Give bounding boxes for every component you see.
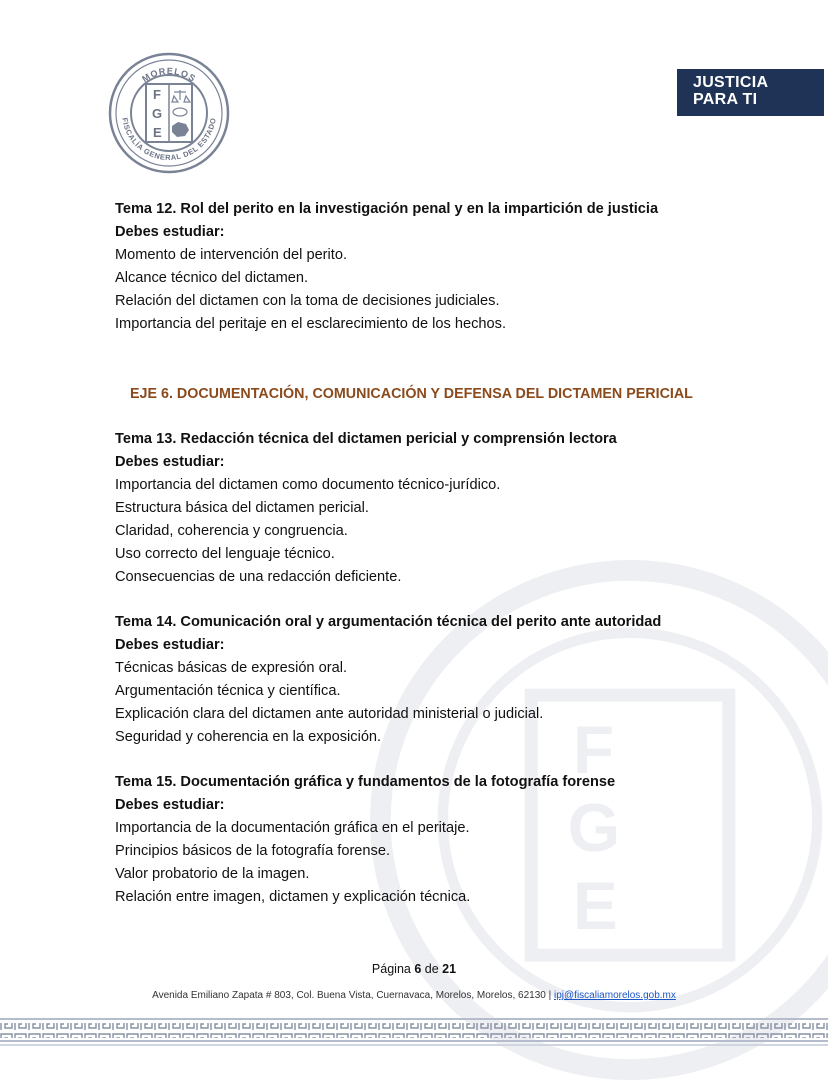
list-item: Consecuencias de una redacción deficiente. bbox=[115, 569, 402, 585]
list-item: Claridad, coherencia y congruencia. bbox=[115, 523, 348, 539]
svg-text:F: F bbox=[572, 713, 615, 789]
decorative-border-band bbox=[0, 1018, 828, 1050]
tema-14-section bbox=[115, 611, 755, 749]
tema-15-section bbox=[115, 771, 755, 909]
tema-title: Tema 12. Rol del perito en la investigación penal y en la impartición de justicia bbox=[115, 201, 659, 217]
list-item: Importancia de la documentación gráfica en el peritaje. bbox=[115, 820, 470, 836]
list-item: Importancia del dictamen como documento técnico-jurídico. bbox=[115, 477, 501, 493]
footer-email-link[interactable]: ipj@fiscaliamorelos.gob.mx bbox=[554, 990, 676, 1001]
footer-address: Avenida Emiliano Zapata # 803, Col. Buena Vista, Cuernavaca, Morelos, Morelos, 62130 | bbox=[152, 990, 552, 1001]
justicia-para-ti-badge bbox=[677, 69, 824, 116]
list-item: Valor probatorio de la imagen. bbox=[115, 866, 310, 882]
eje-heading: EJE 6. DOCUMENTACIÓN, COMUNICACIÓN Y DEFENSA DEL DICTAMEN PERICIAL bbox=[130, 386, 693, 402]
tema-subtitle: Debes estudiar: bbox=[115, 637, 225, 653]
badge-line-2: PARA TI bbox=[693, 91, 758, 108]
tema-12-section bbox=[115, 198, 755, 336]
tema-title: Tema 13. Redacción técnica del dictamen pericial y comprensión lectora bbox=[115, 431, 617, 447]
svg-text:E: E bbox=[572, 869, 618, 945]
badge-line-1: JUSTICIA bbox=[693, 74, 769, 91]
seal-top-text: MORELOS bbox=[140, 65, 198, 85]
list-item: Técnicas básicas de expresión oral. bbox=[115, 660, 347, 676]
tema-title: Tema 15. Documentación gráfica y fundamentos de la fotografía forense bbox=[115, 774, 616, 790]
page-of: de bbox=[424, 962, 439, 976]
list-item: Relación del dictamen con la toma de decisiones judiciales. bbox=[115, 293, 500, 309]
page-current: 6 bbox=[414, 962, 422, 976]
seal-bottom-text: FISCALÍA GENERAL DEL ESTADO bbox=[120, 116, 218, 163]
list-item: Estructura básica del dictamen pericial. bbox=[115, 500, 369, 516]
page-prefix: Página bbox=[371, 962, 411, 976]
tema-subtitle: Debes estudiar: bbox=[115, 224, 225, 240]
seal-initial-g: G bbox=[152, 106, 163, 121]
document-body bbox=[115, 198, 755, 909]
tema-subtitle: Debes estudiar: bbox=[115, 454, 225, 470]
footer-address-line bbox=[0, 990, 828, 1001]
list-item: Seguridad y coherencia en la exposición. bbox=[115, 729, 382, 745]
tema-13-section bbox=[115, 428, 755, 589]
page-total: 21 bbox=[442, 962, 457, 976]
page-number bbox=[0, 962, 828, 976]
tema-title: Tema 14. Comunicación oral y argumentación técnica del perito ante autoridad bbox=[115, 614, 662, 630]
list-item: Principios básicos de la fotografía forense. bbox=[115, 843, 391, 859]
svg-text:G: G bbox=[567, 791, 621, 867]
list-item: Relación entre imagen, dictamen y explicación técnica. bbox=[115, 889, 471, 905]
seal-initial-e: E bbox=[153, 125, 162, 140]
list-item: Momento de intervención del perito. bbox=[115, 247, 348, 263]
tema-subtitle: Debes estudiar: bbox=[115, 797, 225, 813]
list-item: Explicación clara del dictamen ante autoridad ministerial o judicial. bbox=[115, 706, 544, 722]
seal-initial-f: F bbox=[153, 87, 161, 102]
list-item: Uso correcto del lenguaje técnico. bbox=[115, 546, 335, 562]
fge-seal-logo bbox=[108, 52, 230, 174]
list-item: Importancia del peritaje en el esclarecimiento de los hechos. bbox=[115, 316, 507, 332]
list-item: Alcance técnico del dictamen. bbox=[115, 270, 309, 286]
list-item: Argumentación técnica y científica. bbox=[115, 683, 341, 699]
